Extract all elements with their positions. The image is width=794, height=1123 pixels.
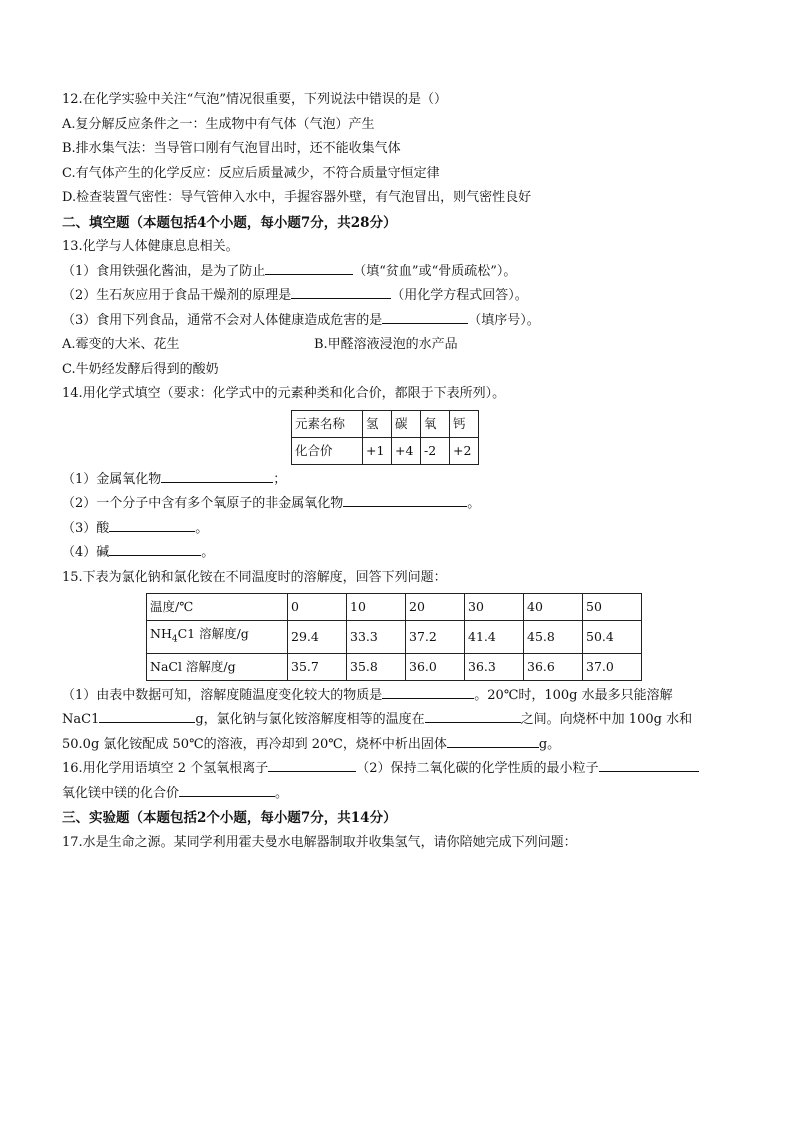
q16-part2-text: （2）保持二氧化碳的化学性质的最小粒子 — [356, 761, 599, 776]
answer-blank[interactable] — [382, 309, 468, 324]
table-cell: 35.7 — [288, 653, 347, 680]
q14-part3-text: （3）酸 — [62, 520, 110, 536]
table-row — [147, 594, 642, 621]
table-row — [147, 653, 642, 680]
q13-part1-suffix: （填“贫血”或“骨质疏松”）。 — [353, 263, 517, 279]
q13-stem: 13.化学与人体健康息息相关。 — [62, 239, 239, 254]
table-cell: 36.6 — [524, 653, 583, 680]
exam-page — [62, 88, 742, 855]
q15-line3-text: 50.0g 氯化铵配成 50℃的溶液，再冷却到 20℃，烧杯中析出固体 — [62, 736, 447, 752]
table-cell — [147, 621, 288, 654]
q16-line2 — [62, 782, 742, 807]
q15-line2-mid: g，氯化钠与氯化铵溶解度相等的温度在 — [195, 712, 425, 727]
q12-option-b: B.排水集气法：当导管口刚有气泡冒出时，还不能收集气体 — [62, 141, 401, 156]
answer-blank[interactable] — [447, 733, 539, 748]
q15-line3-suffix: g。 — [538, 736, 561, 752]
table-cell: 36.0 — [406, 653, 465, 680]
answer-blank[interactable] — [265, 260, 353, 275]
q14-valence-table — [291, 410, 479, 465]
q15-line1 — [62, 684, 742, 709]
q14-part4-text: （4）碱 — [62, 545, 110, 560]
q12-stem: 12.在化学实验中关注“气泡”情况很重要，下列说法中错误的是（） — [62, 92, 447, 107]
table-cell: 41.4 — [465, 621, 524, 654]
q14-stem: 14.用化学式填空（要求：化学式中的元素种类和化合价，都限于下表所列）。 — [62, 386, 506, 401]
q13-option-a: A.霉变的大米、花生 — [62, 337, 180, 352]
table-cell: 30 — [465, 594, 524, 621]
table-row — [292, 437, 479, 464]
table-cell: 碳 — [392, 410, 421, 437]
table-cell: 0 — [288, 594, 347, 621]
q17-stem: 17.水是生命之源。某同学利用霍夫曼水电解器制取并收集氢气，请你陪她完成下列问题： — [62, 834, 577, 850]
table-cell: 10 — [347, 594, 406, 621]
q14-part1-text: （1）金属氧化物 — [62, 471, 162, 487]
answer-blank[interactable] — [599, 757, 699, 772]
table-cell: 36.3 — [465, 653, 524, 680]
table-cell: 温度/℃ — [147, 594, 288, 621]
q14-part4 — [62, 541, 742, 566]
q13-part2-suffix: （用化学方程式回答）。 — [391, 288, 528, 303]
table-cell: 50.4 — [583, 621, 642, 654]
q15-line2-suffix: 之间。向烧杯中加 100g 水和 — [520, 712, 693, 727]
q15-line2 — [62, 708, 742, 733]
answer-blank[interactable] — [109, 541, 201, 556]
table-cell: 40 — [524, 594, 583, 621]
answer-blank[interactable] — [268, 757, 356, 772]
q13-part1 — [62, 260, 742, 285]
q12-option-c: C.有气体产生的化学反应：反应后质量减少，不符合质量守恒定律 — [62, 165, 440, 181]
table-cell: 钙 — [450, 410, 479, 437]
q15-line2-text: NaC1 — [62, 712, 100, 727]
table-cell: 20 — [406, 594, 465, 621]
table-cell: 33.3 — [347, 621, 406, 654]
q15-line1-suffix: 。20℃时，100g 水最多只能溶解 — [474, 687, 673, 703]
q14-part3-suffix: 。 — [195, 520, 209, 536]
q15-line3 — [62, 733, 742, 758]
table-cell: 元素名称 — [292, 410, 363, 437]
q15-solubility-table — [146, 593, 642, 681]
table-cell: 45.8 — [524, 621, 583, 654]
answer-blank[interactable] — [291, 284, 391, 299]
q14-part4-suffix: 。 — [201, 545, 215, 560]
section2-title: 二、填空题（本题包括4个小题，每小题7分，共28分） — [62, 214, 397, 231]
q16-part1-text: 16.用化学用语填空 2 个氢氧根离子 — [62, 761, 269, 776]
table-cell: +4 — [392, 437, 421, 464]
table-cell: +2 — [450, 437, 479, 464]
q14-part1-suffix: ； — [273, 471, 287, 487]
table-cell: 50 — [583, 594, 642, 621]
q14-part2 — [62, 492, 742, 517]
q13-option-c: C.牛奶经发酵后得到的酸奶 — [62, 361, 219, 377]
table-cell: +1 — [363, 437, 392, 464]
q13-part2 — [62, 284, 742, 309]
q13-part1-text: （1）食用铁强化酱油，是为了防止 — [62, 263, 266, 279]
q15-line1-text: （1）由表中数据可知，溶解度随温度变化较大的物质是 — [62, 687, 383, 703]
q13-part3-suffix: （填序号）。 — [468, 312, 540, 328]
answer-blank[interactable] — [109, 517, 195, 532]
q14-part1 — [62, 468, 742, 493]
formula-subscript: 4 — [171, 634, 178, 645]
q12-option-d: D.检查装置气密性：导气管伸入水中，手握容器外壁，有气泡冒出，则气密性良好 — [62, 190, 532, 205]
answer-blank[interactable] — [99, 708, 195, 723]
q13-part3 — [62, 309, 742, 334]
formula-text: C1 溶解度/g — [177, 626, 249, 641]
q16-line1 — [62, 757, 742, 782]
q16-part3-text: 氧化镁中镁的化合价 — [62, 785, 180, 801]
table-cell: 氢 — [363, 410, 392, 437]
q14-part3 — [62, 517, 742, 542]
answer-blank[interactable] — [343, 492, 467, 507]
table-row — [292, 410, 479, 437]
section3-title: 三、实验题（本题包括2个小题，每小题7分，共14分） — [62, 810, 397, 826]
table-cell: NaCl 溶解度/g — [147, 653, 288, 680]
q13-part3-text: （3）食用下列食品，通常不会对人体健康造成危害的是 — [62, 312, 383, 328]
q13-part2-text: （2）生石灰应用于食品干燥剂的原理是 — [62, 288, 292, 303]
table-cell: 37.2 — [406, 621, 465, 654]
formula-text: NH — [150, 626, 172, 641]
answer-blank[interactable] — [382, 684, 474, 699]
table-cell: 29.4 — [288, 621, 347, 654]
q16-part3-suffix: 。 — [275, 785, 289, 801]
answer-blank[interactable] — [179, 782, 275, 797]
q12-option-a: A.复分解反应条件之一：生成物中有气体（气泡）产生 — [62, 116, 375, 132]
q13-option-b: B.甲醛溶液浸泡的水产品 — [314, 337, 458, 352]
q14-part2-text: （2）一个分子中含有多个氧原子的非金属氧化物 — [62, 496, 344, 511]
table-cell: 化合价 — [292, 437, 363, 464]
table-cell: 氧 — [421, 410, 450, 437]
q13-options-ab — [62, 333, 742, 358]
q14-part2-suffix: 。 — [467, 496, 481, 511]
q15-stem: 15.下表为氯化钠和氯化铵在不同温度时的溶解度，回答下列问题： — [62, 569, 447, 585]
table-row — [147, 621, 642, 654]
table-cell: 35.8 — [347, 653, 406, 680]
answer-blank[interactable] — [161, 468, 273, 483]
table-cell: 37.0 — [583, 653, 642, 680]
answer-blank[interactable] — [425, 708, 521, 723]
table-cell: -2 — [421, 437, 450, 464]
